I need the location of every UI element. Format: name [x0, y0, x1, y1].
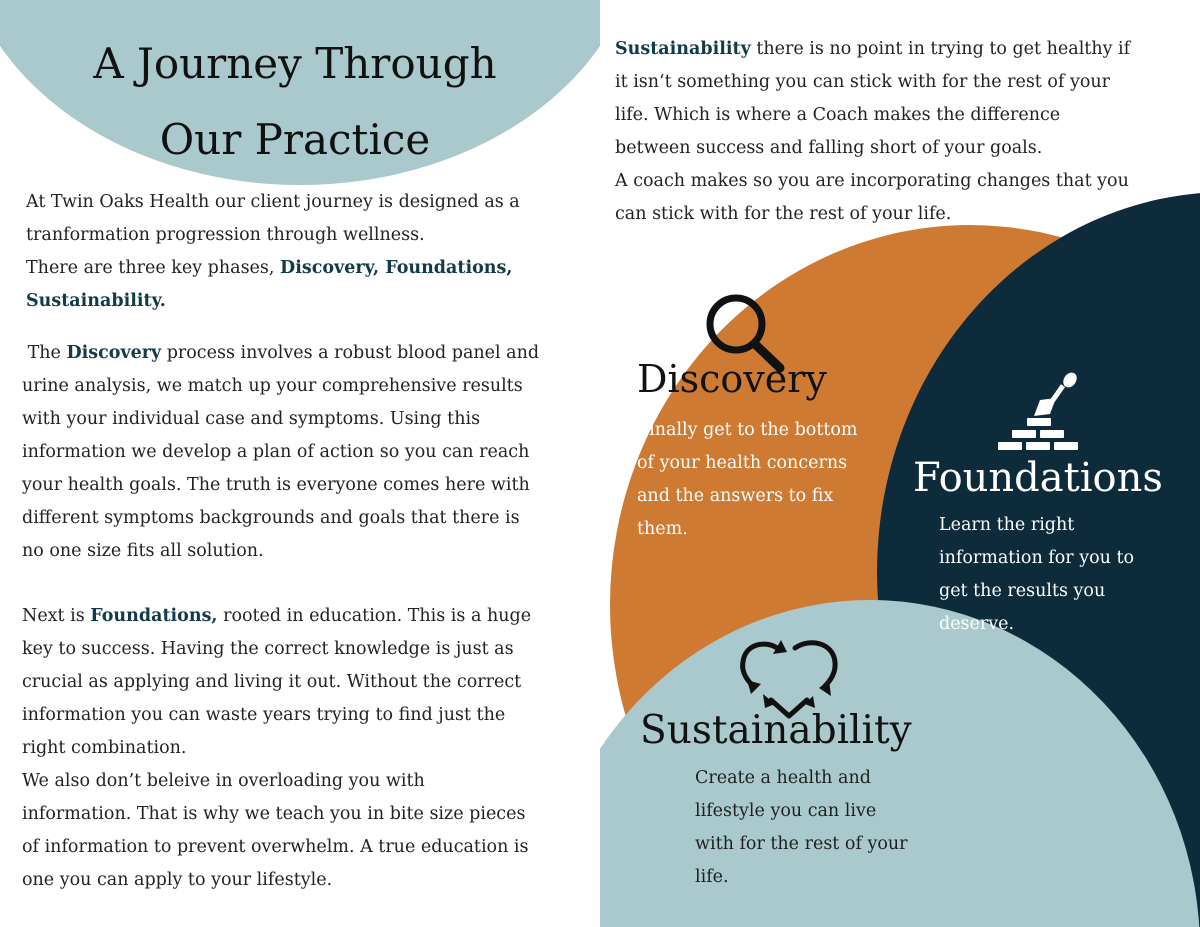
discovery-title: Discovery: [637, 357, 827, 401]
discovery-line: information we develop a plan of action so you can reach: [22, 442, 530, 462]
sustainability-line: A coach makes so you are incorporating changes that you: [615, 171, 1129, 191]
foundations-line: information. That is why we teach you in bite size pieces: [22, 804, 526, 824]
discovery-paragraph: [22, 337, 539, 568]
foundations-text: Next is: [22, 606, 91, 626]
foundations-line: crucial as applying and living it out. Without the correct: [22, 672, 522, 692]
foundations-line: one you can apply to your lifestyle.: [22, 870, 333, 890]
sustainability-description: [695, 762, 908, 894]
sustainability-line: can stick with for the rest of your life.: [615, 204, 952, 224]
page-title-line-1: A Journey Through: [93, 39, 497, 88]
foundations-line: information you can waste years trying to find just the: [22, 705, 506, 725]
sustainability-title: Sustainability: [640, 708, 912, 753]
foundations-description-line: Learn the right: [939, 515, 1075, 535]
intro-line: At Twin Oaks Health our client journey is designed as a: [26, 192, 520, 212]
sustainability-line: [615, 33, 1130, 66]
foundations-line: right combination.: [22, 738, 187, 758]
sustainability-paragraph: [615, 33, 1130, 231]
discovery-line: [22, 337, 539, 370]
sustainability-description-line: with for the rest of your: [695, 834, 908, 854]
page-title: [0, 26, 590, 178]
foundations-line: key to success. Having the correct knowledge is just as: [22, 639, 514, 659]
foundations-description-line: information for you to: [939, 548, 1135, 568]
intro-line: [26, 252, 520, 285]
intro-phases-highlight: Discovery, Foundations,: [280, 258, 513, 278]
intro-phases-highlight: Sustainability.: [26, 291, 166, 311]
sustainability-line: it isn‘t something you can stick with for the rest of your: [615, 72, 1111, 92]
discovery-line: no one size fits all solution.: [22, 541, 264, 561]
discovery-line: urine analysis, we match up your comprehensive results: [22, 376, 523, 396]
discovery-text: process involves a robust blood panel and: [161, 343, 540, 363]
foundations-line: We also don’t beleive in overloading you with: [22, 771, 425, 791]
discovery-line: different symptoms backgrounds and goals that there is: [22, 508, 520, 528]
discovery-description-line: Finally get to the bottom: [637, 420, 858, 440]
discovery-description: [637, 414, 858, 546]
sustainability-line: life. Which is where a Coach makes the difference: [615, 105, 1061, 125]
sustainability-description-line: Create a health and: [695, 768, 871, 788]
sustainability-description-line: lifestyle you can live: [695, 801, 877, 821]
foundations-title: Foundations: [913, 455, 1163, 501]
foundations-line: of information to prevent overwhelm. A true education is: [22, 837, 529, 857]
discovery-line: your health goals. The truth is everyone comes here with: [22, 475, 530, 495]
discovery-text: The: [22, 343, 67, 363]
sustainability-text: there is no point in trying to get healthy if: [750, 39, 1131, 59]
discovery-line: with your individual case and symptoms. Using this: [22, 409, 481, 429]
intro-text: There are three key phases,: [26, 258, 281, 278]
sustainability-highlight: Sustainability: [615, 39, 751, 59]
discovery-description-line: and the answers to fix: [637, 486, 834, 506]
foundations-highlight: Foundations,: [90, 606, 218, 626]
intro-line: tranformation progression through wellness.: [26, 225, 425, 245]
intro-line: [26, 285, 520, 318]
foundations-description: [939, 509, 1134, 641]
discovery-description-line: them.: [637, 519, 688, 539]
foundations-text: rooted in education. This is a huge: [217, 606, 532, 626]
foundations-paragraph: [22, 600, 531, 897]
discovery-highlight: Discovery: [66, 343, 162, 363]
page-title-line-2: Our Practice: [159, 115, 431, 164]
foundations-line: [22, 600, 531, 633]
discovery-description-line: of your health concerns: [637, 453, 848, 473]
sustainability-line: between success and falling short of your goals.: [615, 138, 1043, 158]
intro-paragraph: [26, 186, 520, 318]
right-column: [600, 0, 1200, 927]
sustainability-description-line: life.: [695, 867, 729, 887]
trowel-bricks-icon: [994, 370, 1084, 460]
foundations-description-line: get the results you: [939, 581, 1106, 601]
foundations-description-line: deserve.: [939, 614, 1015, 634]
